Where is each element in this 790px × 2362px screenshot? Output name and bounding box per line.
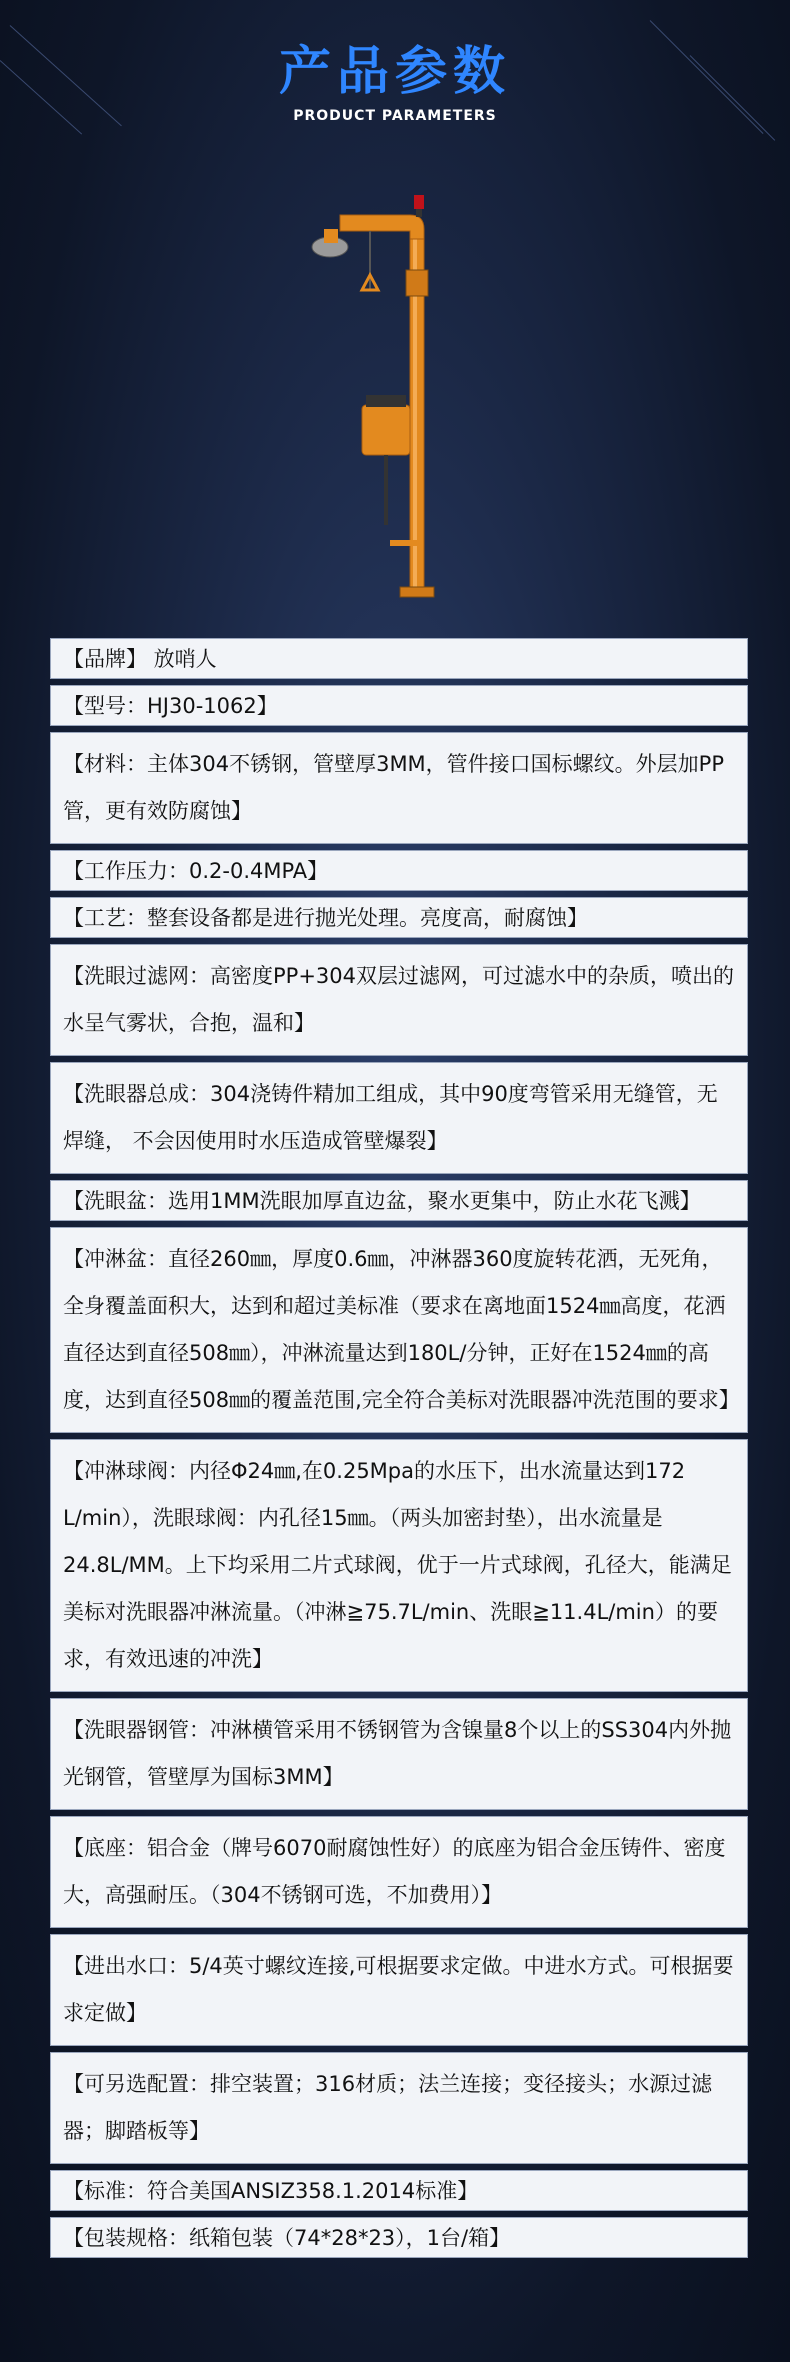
spec-packaging: 【包装规格：纸箱包装（74*28*23），1台/箱】: [50, 2217, 748, 2258]
spec-material: 【材料：主体304不锈钢，管壁厚3MM，管件接口国标螺纹。外层加PP管，更有效防腐蚀】: [50, 732, 748, 844]
spec-model: 【型号：HJ30-1062】: [50, 685, 748, 726]
spec-assembly: 【洗眼器总成：304浇铸件精加工组成，其中90度弯管采用无缝管，无焊缝， 不会因使用时水压造成管壁爆裂】: [50, 1062, 748, 1174]
spec-steel-pipe: 【洗眼器钢管：冲淋横管采用不锈钢管为含镍量8个以上的SS304内外抛光钢管，管壁厚为国标3MM】: [50, 1698, 748, 1810]
spec-optional-config: 【可另选配置：排空装置；316材质；法兰连接；变径接头；水源过滤器；脚踏板等】: [50, 2052, 748, 2164]
header: [0, 40, 790, 124]
spec-filter: 【洗眼过滤网：高密度PP+304双层过滤网，可过滤水中的杂质，喷出的水呈气雾状，合抱，温和】: [50, 944, 748, 1056]
spec-pressure: 【工作压力：0.2-0.4MPA】: [50, 850, 748, 891]
spec-process: 【工艺：整套设备都是进行抛光处理。亮度高，耐腐蚀】: [50, 897, 748, 938]
spec-standard: 【标准：符合美国ANSIZ358.1.2014标准】: [50, 2170, 748, 2211]
spec-eyewash-bowl: 【洗眼盆：选用1MM洗眼加厚直边盆，聚水更集中，防止水花飞溅】: [50, 1180, 748, 1221]
page-title: 产品参数: [278, 42, 511, 102]
spec-shower-bowl: 【冲淋盆：直径260㎜，厚度0.6㎜，冲淋器360度旋转花洒，无死角，全身覆盖面积大，达到和超过美标准（要求在离地面1524㎜高度，花洒直径达到直径508㎜），冲淋流量达到180L/分钟，正好在1524㎜的高度，达到直径508㎜的覆盖范围,完全符合美标对洗眼器冲洗范围的要求】: [50, 1227, 748, 1433]
eyewash-station-icon: [310, 195, 470, 615]
spec-list: [50, 638, 748, 2264]
page-subtitle: PRODUCT PARAMETERS: [293, 108, 497, 124]
spec-brand: 【品牌】 放哨人: [50, 638, 748, 679]
spec-base: 【底座：铝合金（牌号6070耐腐蚀性好）的底座为铝合金压铸件、密度大，高强耐压。（304不锈钢可选，不加费用）】: [50, 1816, 748, 1928]
spec-ball-valve: 【冲淋球阀：内径Φ24㎜,在0.25Mpa的水压下，出水流量达到172 L/min），洗眼球阀：内孔径15㎜。（两头加密封垫），出水流量是24.8L/MM。上下均采用二片式球阀，优于一片式球阀，孔径大，能满足美标对洗眼器冲淋流量。（冲淋≧75.7L/min、洗眼≧11.4L/min）的要求，有效迅速的冲洗】: [50, 1439, 748, 1692]
spec-water-inlet: 【进出水口：5/4英寸螺纹连接,可根据要求定做。中进水方式。可根据要求定做】: [50, 1934, 748, 2046]
